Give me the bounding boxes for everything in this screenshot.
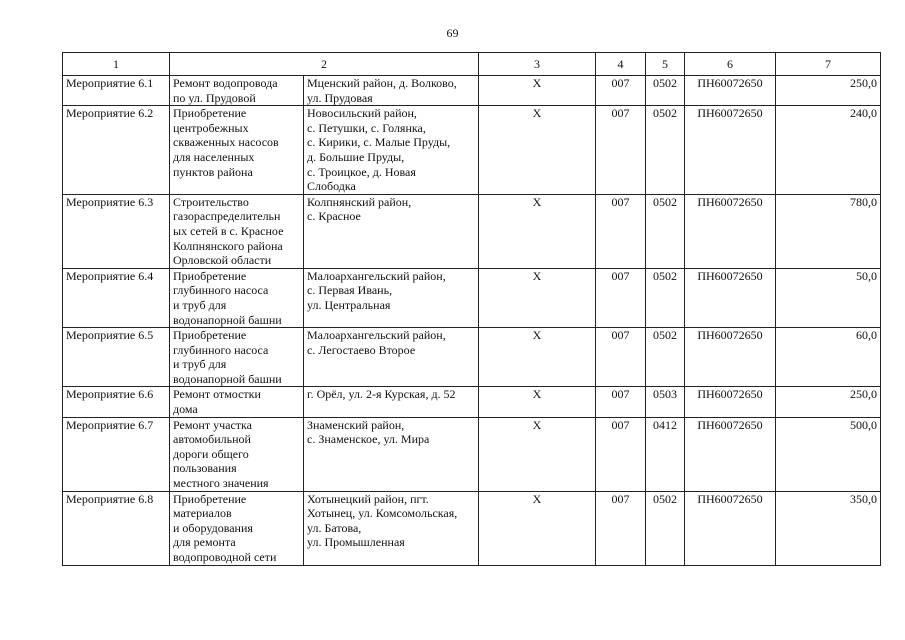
- ministry-code-cell: 007: [596, 387, 646, 417]
- amount-cell: 500,0: [776, 417, 881, 491]
- col3-cell: X: [479, 491, 596, 565]
- page-number: 69: [446, 26, 459, 40]
- address-cell: Малоархангельский район, с. Легостаево Второе: [304, 328, 479, 387]
- event-cell: Мероприятие 6.3: [63, 194, 170, 268]
- col3-cell: X: [479, 76, 596, 106]
- event-cell: Мероприятие 6.8: [63, 491, 170, 565]
- ministry-code-cell: 007: [596, 106, 646, 195]
- work-name-cell: Ремонт участка автомобильной дороги общего пользования местного значения: [170, 417, 304, 491]
- target-article-cell: ПН60072650: [685, 76, 776, 106]
- work-name-cell: Приобретение материалов и оборудования для ремонта водопроводной сети: [170, 491, 304, 565]
- amount-cell: 250,0: [776, 76, 881, 106]
- col3-cell: X: [479, 387, 596, 417]
- ministry-code-cell: 007: [596, 491, 646, 565]
- col3-cell: X: [479, 194, 596, 268]
- work-name-cell: Ремонт водопровода по ул. Прудовой: [170, 76, 304, 106]
- address-cell: Колпнянский район, с. Красное: [304, 194, 479, 268]
- work-name-cell: Ремонт отмостки дома: [170, 387, 304, 417]
- work-name-cell: Приобретение глубинного насоса и труб для водонапорной башни: [170, 268, 304, 327]
- event-cell: Мероприятие 6.6: [63, 387, 170, 417]
- table-row: [63, 76, 881, 106]
- ministry-code-cell: 007: [596, 328, 646, 387]
- event-cell: Мероприятие 6.7: [63, 417, 170, 491]
- section-code-cell: 0502: [646, 76, 685, 106]
- amount-cell: 350,0: [776, 491, 881, 565]
- amount-cell: 50,0: [776, 268, 881, 327]
- header-col-7: 7: [776, 53, 881, 76]
- header-col-2: 2: [170, 53, 479, 76]
- col3-cell: X: [479, 328, 596, 387]
- section-code-cell: 0502: [646, 491, 685, 565]
- section-code-cell: 0502: [646, 194, 685, 268]
- amount-cell: 60,0: [776, 328, 881, 387]
- address-cell: Малоархангельский район, с. Первая Ивань, ул. Центральная: [304, 268, 479, 327]
- section-code-cell: 0502: [646, 106, 685, 195]
- table-row: [63, 387, 881, 417]
- section-code-cell: 0502: [646, 268, 685, 327]
- ministry-code-cell: 007: [596, 268, 646, 327]
- ministry-code-cell: 007: [596, 194, 646, 268]
- target-article-cell: ПН60072650: [685, 387, 776, 417]
- header-col-5: 5: [646, 53, 685, 76]
- target-article-cell: ПН60072650: [685, 328, 776, 387]
- table-row: [63, 106, 881, 195]
- target-article-cell: ПН60072650: [685, 417, 776, 491]
- work-name-cell: Приобретение центробежных скваженных насосов для населенных пунктов района: [170, 106, 304, 195]
- table-row: [63, 491, 881, 565]
- amount-cell: 240,0: [776, 106, 881, 195]
- section-code-cell: 0412: [646, 417, 685, 491]
- col3-cell: X: [479, 268, 596, 327]
- event-cell: Мероприятие 6.1: [63, 76, 170, 106]
- table-row: [63, 328, 881, 387]
- table-row: [63, 417, 881, 491]
- ministry-code-cell: 007: [596, 76, 646, 106]
- col3-cell: X: [479, 106, 596, 195]
- event-cell: Мероприятие 6.2: [63, 106, 170, 195]
- target-article-cell: ПН60072650: [685, 106, 776, 195]
- header-col-1: 1: [63, 53, 170, 76]
- target-article-cell: ПН60072650: [685, 491, 776, 565]
- amount-cell: 780,0: [776, 194, 881, 268]
- amount-cell: 250,0: [776, 387, 881, 417]
- address-cell: Знаменский район, с. Знаменское, ул. Мира: [304, 417, 479, 491]
- table-row: [63, 268, 881, 327]
- event-cell: Мероприятие 6.5: [63, 328, 170, 387]
- header-col-6: 6: [685, 53, 776, 76]
- work-name-cell: Строительство газораспределительн ых сетей в с. Красное Колпнянского района Орловской области: [170, 194, 304, 268]
- event-cell: Мероприятие 6.4: [63, 268, 170, 327]
- work-name-cell: Приобретение глубинного насоса и труб для водонапорной башни: [170, 328, 304, 387]
- budget-table: [62, 52, 881, 566]
- address-cell: г. Орёл, ул. 2-я Курская, д. 52: [304, 387, 479, 417]
- address-cell: Мценский район, д. Волково, ул. Прудовая: [304, 76, 479, 106]
- header-col-4: 4: [596, 53, 646, 76]
- section-code-cell: 0502: [646, 328, 685, 387]
- section-code-cell: 0503: [646, 387, 685, 417]
- address-cell: Хотынецкий район, пгт. Хотынец, ул. Комсомольская, ул. Батова, ул. Промышленная: [304, 491, 479, 565]
- target-article-cell: ПН60072650: [685, 194, 776, 268]
- table-row: [63, 194, 881, 268]
- header-col-3: 3: [479, 53, 596, 76]
- address-cell: Новосильский район, с. Петушки, с. Голянка, с. Кирики, с. Малые Пруды, д. Большие Пруды, с. Троицкое, д. Новая Слободка: [304, 106, 479, 195]
- header-row: [63, 53, 881, 76]
- col3-cell: X: [479, 417, 596, 491]
- ministry-code-cell: 007: [596, 417, 646, 491]
- target-article-cell: ПН60072650: [685, 268, 776, 327]
